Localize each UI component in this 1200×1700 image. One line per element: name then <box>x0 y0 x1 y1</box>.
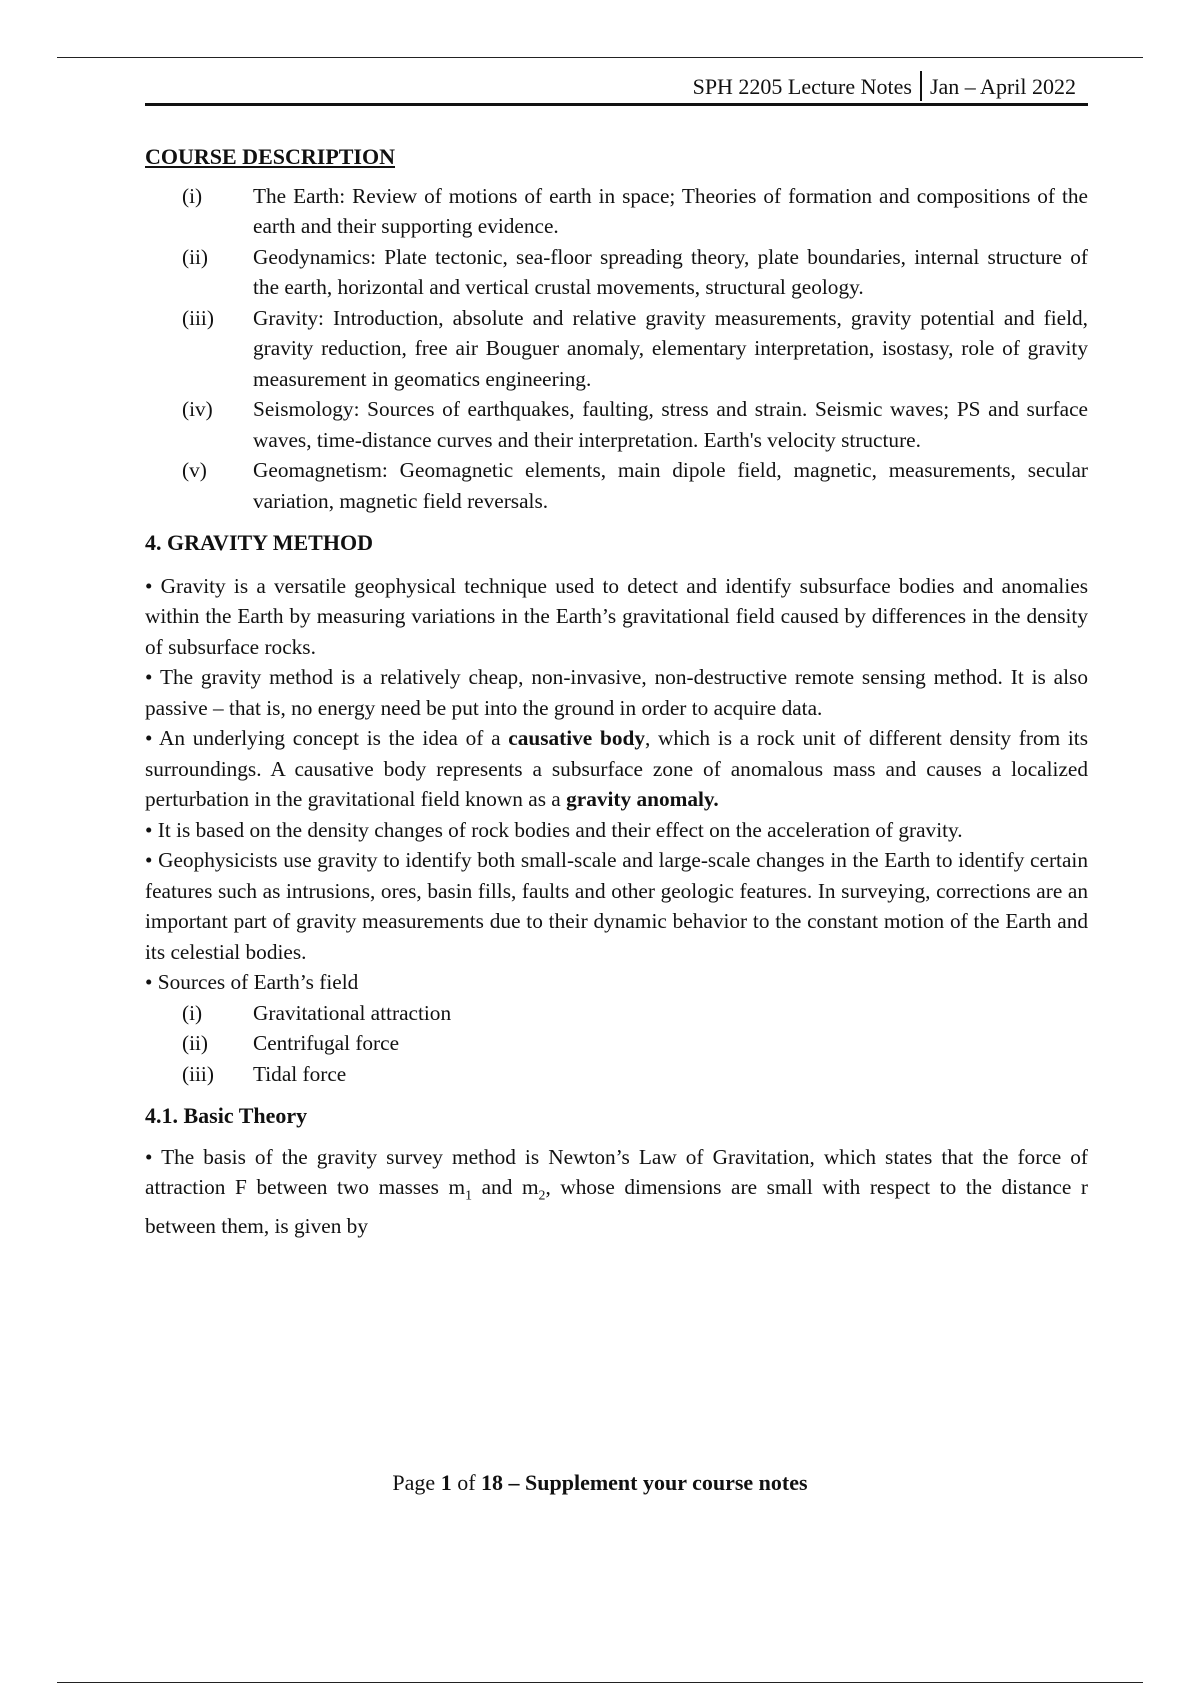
text-run: , whose dimensions are small with respect to the distance r between them, is given by <box>145 1175 1088 1238</box>
course-description-title: COURSE DESCRIPTION <box>145 144 395 169</box>
footer-suffix: – Supplement your course notes <box>508 1470 808 1495</box>
footer-of-word: of <box>457 1470 476 1495</box>
header-term: Jan – April 2022 <box>929 74 1076 99</box>
list-item <box>145 1059 1088 1090</box>
list-item-text: Centrifugal force <box>253 1031 400 1055</box>
paragraph <box>145 723 1088 815</box>
bold-term-gravity-anomaly: gravity anomaly. <box>566 787 719 811</box>
list-item-text: Seismology: Sources of earthquakes, faulting, stress and strain. Seismic waves; PS and surface waves, time-distance curves and their interpretation. Earth's velocity structure. <box>253 397 1088 452</box>
footer-page-number: 1 <box>440 1470 452 1495</box>
list-item-number: (ii) <box>182 244 209 269</box>
text-run: • The basis of the gravity survey method is Newton’s Law of Gravitation, which states that the force of attraction F between two masses m <box>145 1144 1088 1199</box>
text-run: and m <box>472 1175 539 1199</box>
course-description-list <box>145 181 1088 517</box>
top-rule <box>57 57 1143 58</box>
gravity-method-heading: 4. GRAVITY METHOD <box>145 530 373 555</box>
header-separator <box>920 71 922 101</box>
footer-page-total: 18 <box>481 1470 504 1495</box>
list-item <box>145 181 1088 242</box>
paragraph: • It is based on the density changes of rock bodies and their effect on the acceleration of gravity. <box>145 817 963 842</box>
paragraph: • The gravity method is a relatively cheap, non-invasive, non-destructive remote sensing method. It is also passive – that is, no energy need be put into the ground in order to acquire data. <box>145 665 1088 720</box>
list-item-text: Gravity: Introduction, absolute and relative gravity measurements, gravity potential and field, gravity reduction, free air Bouguer anomaly, elementary interpretation, isostasy, role of gravity measurement in geomatics engineering. <box>253 305 1088 391</box>
basic-theory-heading: 4.1. Basic Theory <box>145 1103 308 1128</box>
page-header <box>145 68 1088 106</box>
sources-list <box>145 998 1088 1090</box>
bottom-rule <box>57 1682 1143 1683</box>
paragraph: • Gravity is a versatile geophysical technique used to detect and identify subsurface bodies and anomalies within the Earth by measuring variations in the Earth’s gravitational field caused by differences in the density of subsurface rocks. <box>145 573 1088 659</box>
text-run: • An underlying concept is the idea of a <box>145 726 509 750</box>
subscript: 2 <box>538 1187 546 1203</box>
subscript: 1 <box>465 1187 472 1203</box>
page-footer <box>0 1470 1200 1496</box>
list-item-text: The Earth: Review of motions of earth in space; Theories of formation and compositions of the earth and their supporting evidence. <box>253 183 1088 238</box>
list-item-number: (iii) <box>182 1061 214 1086</box>
list-item <box>145 394 1088 455</box>
list-item-text: Geomagnetism: Geomagnetic elements, main dipole field, magnetic, measurements, secular variation, magnetic field reversals. <box>253 458 1088 513</box>
list-item-text: Tidal force <box>253 1061 347 1086</box>
document-body <box>145 142 1088 1241</box>
list-item <box>145 998 1088 1029</box>
list-item-number: (iii) <box>182 305 214 330</box>
footer-page-word: Page <box>392 1470 436 1495</box>
list-item-number: (ii) <box>182 1031 209 1055</box>
list-item-text: Gravitational attraction <box>253 1000 452 1025</box>
paragraph: • Geophysicists use gravity to identify both small-scale and large-scale changes in the Earth to identify certain features such as intrusions, ores, basin fills, faults and other geologic features. In surveying, corrections are an important part of gravity measurements due to their dynamic behavior to the constant motion of the Earth and its celestial bodies. <box>145 848 1088 964</box>
list-item-number: (i) <box>182 183 203 208</box>
text-run: , which is a rock unit of different density from its surroundings. A causative body represents a subsurface zone of anomalous mass and causes a localized perturbation in the gravitational field known as a <box>145 726 1088 811</box>
list-item-number: (v) <box>182 458 207 482</box>
list-item-text: Geodynamics: Plate tectonic, sea-floor spreading theory, plate boundaries, internal structure of the earth, horizontal and vertical crustal movements, structural geology. <box>253 244 1088 299</box>
header-inner <box>693 71 1076 101</box>
header-course: SPH 2205 Lecture Notes <box>692 74 912 99</box>
list-item-number: (iv) <box>182 397 213 421</box>
list-item <box>145 455 1088 516</box>
bold-term-causative-body: causative body <box>508 726 645 750</box>
paragraph <box>145 1142 1088 1242</box>
list-item <box>145 1028 1088 1059</box>
paragraph: • Sources of Earth’s field <box>145 970 359 994</box>
list-item-number: (i) <box>182 1000 203 1025</box>
list-item <box>145 242 1088 303</box>
list-item <box>145 303 1088 395</box>
